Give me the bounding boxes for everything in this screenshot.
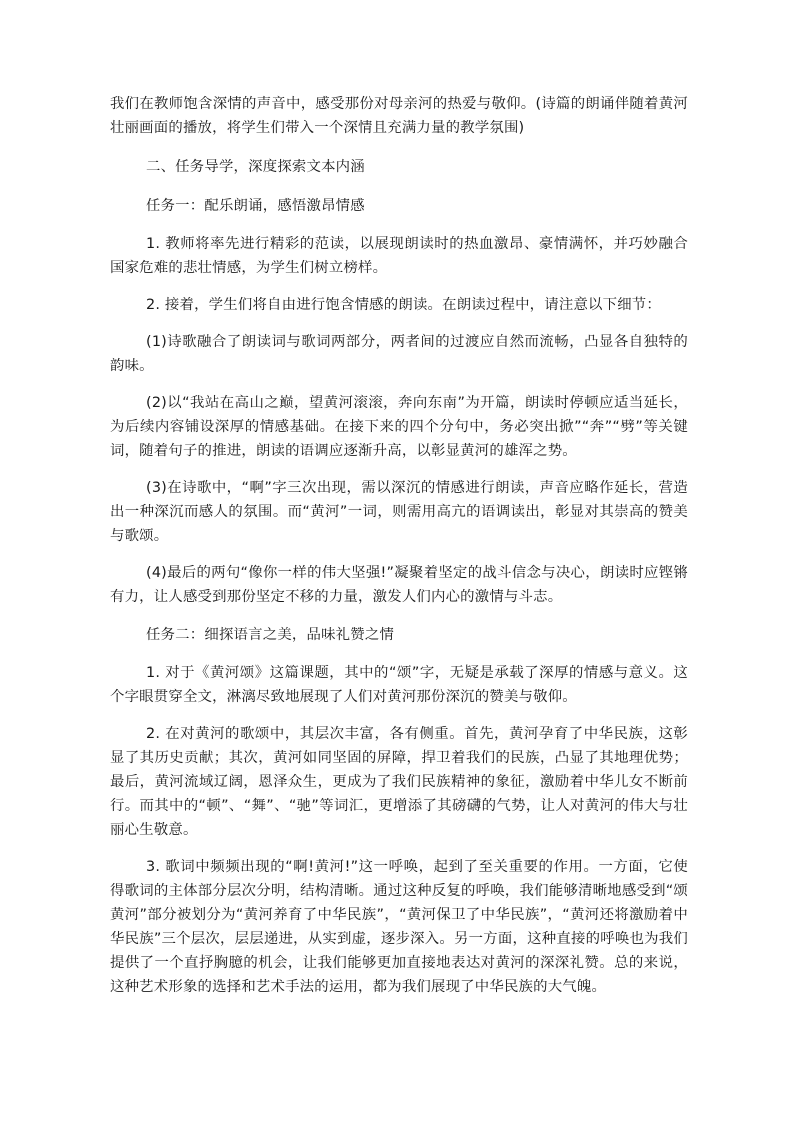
- task-two-point-3: 3. 歌词中频频出现的“啊!黄河!”这一呼唤，起到了至关重要的作用。一方面，它使得歌词的主体部分层次分明，结构清晰。通过这种反复的呼唤，我们能够清晰地感受到“颂黄河”部分被划分为“黄河养育了中华民族”，“黄河保卫了中华民族”，“黄河还将激励着中华民族”三个层次，层层递进，从实到虚，逐步深入。另一方面，这种直接的呼唤也为我们提供了一个直抒胸臆的机会，让我们能够更加直接地表达对黄河的深深礼赞。总的来说，这种艺术形象的选择和艺术手法的运用，都为我们展现了中华民族的大气魄。: [110, 859, 688, 995]
- task-one-step-2: 2. 接着，学生们将自由进行饱含情感的朗读。在朗读过程中，请注意以下细节：: [146, 297, 661, 313]
- intro-paragraph: 我们在教师饱含深情的声音中，感受那份对母亲河的热爱与敬仰。(诗篇的朗诵伴随着黄河壮丽画面的播放，将学生们带入一个深情且充满力量的教学氛围): [110, 96, 688, 136]
- task-two-point-1: 1. 对于《黄河颂》这篇课题，其中的“颂”字，无疑是承载了深厚的情感与意义。这个字眼贯穿全文，淋漓尽致地展现了人们对黄河那份深沉的赞美与敬仰。: [110, 665, 688, 705]
- reading-detail-4: (4)最后的两句“像你一样的伟大坚强!”凝聚着坚定的战斗信念与决心，朗读时应铿锵有力，让人感受到那份坚定不移的力量，激发人们内心的激情与斗志。: [110, 565, 688, 605]
- reading-detail-3: (3)在诗歌中，“啊”字三次出现，需以深沉的情感进行朗读，声音应略作延长，营造出一种深沉而感人的氛围。而“黄河”一词，则需用高亢的语调读出，彰显对其崇高的赞美与歌颂。: [110, 480, 688, 544]
- section-heading: 二、任务导学，深度探索文本内涵: [146, 159, 365, 175]
- task-one-heading: 任务一：配乐朗诵，感悟激昂情感: [146, 198, 365, 214]
- task-two-point-2: 2. 在对黄河的歌颂中，其层次丰富，各有侧重。首先，黄河孕育了中华民族，这彰显了其历史贡献；其次，黄河如同坚固的屏障，捍卫着我们的民族，凸显了其地理优势；最后，黄河流域辽阔，恩泽众生，更成为了我们民族精神的象征，激励着中华儿女不断前行。而其中的“顿”、“舞”、“驰”等词汇，更增添了其磅礴的气势，让人对黄河的伟大与壮丽心生敬意。: [110, 726, 688, 838]
- task-two-heading: 任务二：细探语言之美，品味礼赞之情: [146, 627, 395, 643]
- document-body: [110, 92, 688, 999]
- reading-detail-2: (2)以“我站在高山之巅，望黄河滚滚，奔向东南”为开篇，朗读时停顿应适当延长，为后续内容铺设深厚的情感基础。在接下来的四个分句中，务必突出掀”“奔”“劈”等关键词，随着句子的推进，朗读的语调应逐渐升高，以彰显黄河的雄浑之势。: [110, 395, 688, 459]
- reading-detail-1: (1)诗歌融合了朗读词与歌词两部分，两者间的过渡应自然而流畅，凸显各自独特的韵味。: [110, 334, 688, 374]
- task-one-step-1: 1. 教师将率先进行精彩的范读，以展现朗读时的热血激昂、豪情满怀，并巧妙融合国家危难的悲壮情感，为学生们树立榜样。: [110, 236, 688, 276]
